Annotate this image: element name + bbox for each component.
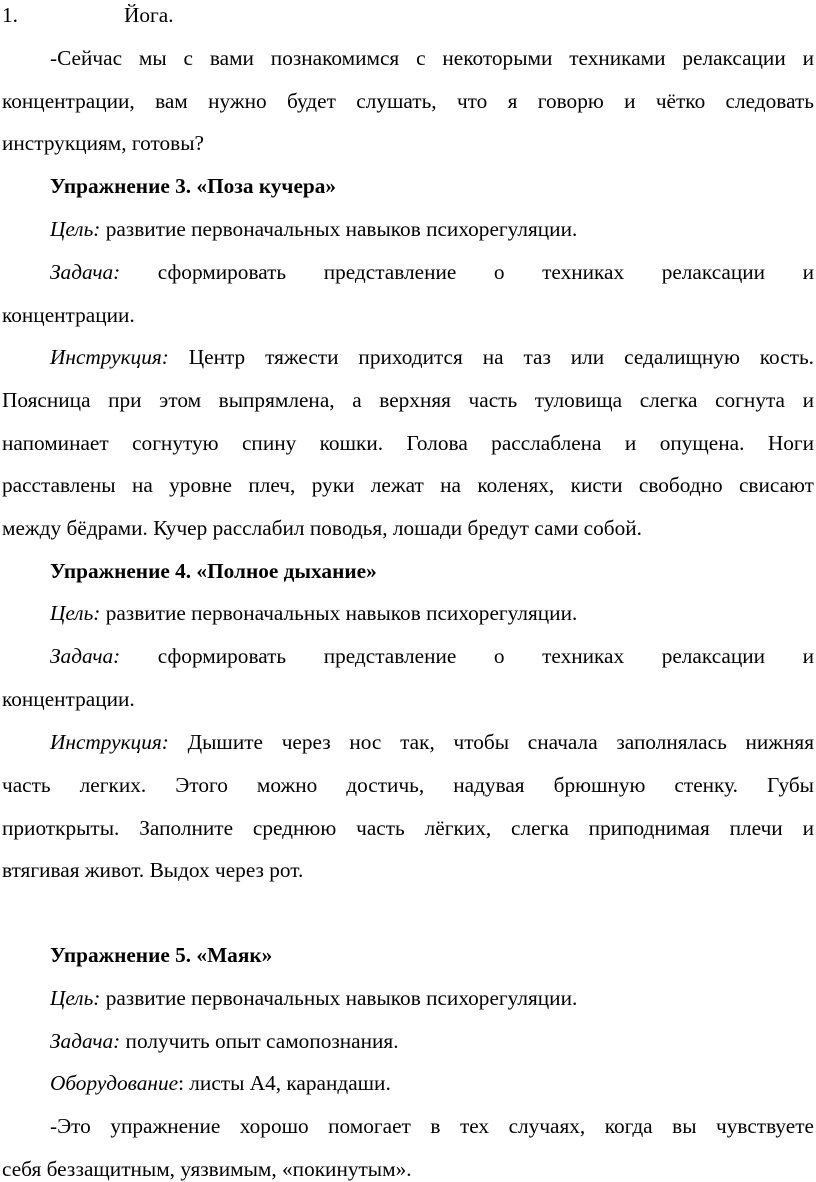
instruction-line: приоткрыты. Заполните среднюю часть лёгких, слегка приподнимая плечи и <box>2 816 814 840</box>
speech-line: себя беззащитным, уязвимым, «покинутым». <box>2 1157 412 1181</box>
task-label: Задача: <box>50 644 121 668</box>
instruction-line: часть легких. Этого можно достичь, надувая брюшную стенку. Губы <box>2 773 814 797</box>
exercise-instruction <box>50 729 814 755</box>
exercise-goal <box>50 985 814 1011</box>
list-number: 1. <box>2 3 18 27</box>
instruction-line: напоминает согнутую спину кошки. Голова расслаблена и опущена. Ноги <box>2 431 814 455</box>
exercise-task <box>50 643 814 669</box>
exercise-task <box>50 1028 814 1054</box>
exercise-equipment <box>50 1070 814 1096</box>
instruction-label: Инструкция: <box>50 730 169 754</box>
equipment-label: Оборудование <box>50 1071 179 1095</box>
instruction-label: Инструкция: <box>50 345 169 369</box>
instruction-line: расставлены на уровне плеч, руки лежат на коленях, кисти свободно свисают <box>2 473 814 497</box>
intro-line: инструкциям, готовы? <box>2 131 204 155</box>
goal-text: развитие первоначальных навыков психорегуляции. <box>100 217 578 241</box>
exercise-task-cont: концентрации. <box>2 303 135 327</box>
goal-label: Цель: <box>50 217 101 241</box>
exercise-task <box>50 259 814 285</box>
instruction-line: между бёдрами. Кучер расслабил поводья, лошади бредут сами собой. <box>2 516 642 540</box>
exercise-task-cont: концентрации. <box>2 687 135 711</box>
instruction-text: Центр тяжести приходится на таз или седалищную кость. <box>168 345 814 369</box>
exercise-title: Упражнение 5. «Маяк» <box>50 943 273 967</box>
goal-text: развитие первоначальных навыков психорегуляции. <box>100 986 578 1010</box>
task-text: сформировать представление о техниках релаксации и <box>120 260 814 284</box>
instruction-line: втягивая живот. Выдох через рот. <box>2 858 304 882</box>
task-text: получить опыт самопознания. <box>120 1029 399 1053</box>
exercise-goal <box>50 216 814 242</box>
numbered-heading <box>2 2 814 28</box>
task-label: Задача: <box>50 260 121 284</box>
heading-text: Йога. <box>124 3 174 27</box>
equipment-text: : листы А4, карандаши. <box>178 1071 391 1095</box>
intro-line: концентрации, вам нужно будет слушать, что я говорю и чётко следовать <box>2 89 814 113</box>
goal-label: Цель: <box>50 986 101 1010</box>
speech-line: -Это упражнение хорошо помогает в тех случаях, когда вы чувствуете <box>50 1114 814 1138</box>
exercise-instruction <box>50 344 814 370</box>
intro-line: -Сейчас мы с вами познакомимся с некоторыми техниками релаксации и <box>50 46 814 70</box>
exercise-goal <box>50 600 814 626</box>
exercise-title: Упражнение 3. «Поза кучера» <box>50 174 337 198</box>
exercise-title: Упражнение 4. «Полное дыхание» <box>50 559 377 583</box>
task-label: Задача: <box>50 1029 121 1053</box>
goal-text: развитие первоначальных навыков психорегуляции. <box>100 601 578 625</box>
instruction-text: Дышите через нос так, чтобы сначала заполнялась нижняя <box>168 730 814 754</box>
task-text: сформировать представление о техниках релаксации и <box>120 644 814 668</box>
goal-label: Цель: <box>50 601 101 625</box>
instruction-line: Поясница при этом выпрямлена, а верхняя часть туловища слегка согнута и <box>2 388 814 412</box>
